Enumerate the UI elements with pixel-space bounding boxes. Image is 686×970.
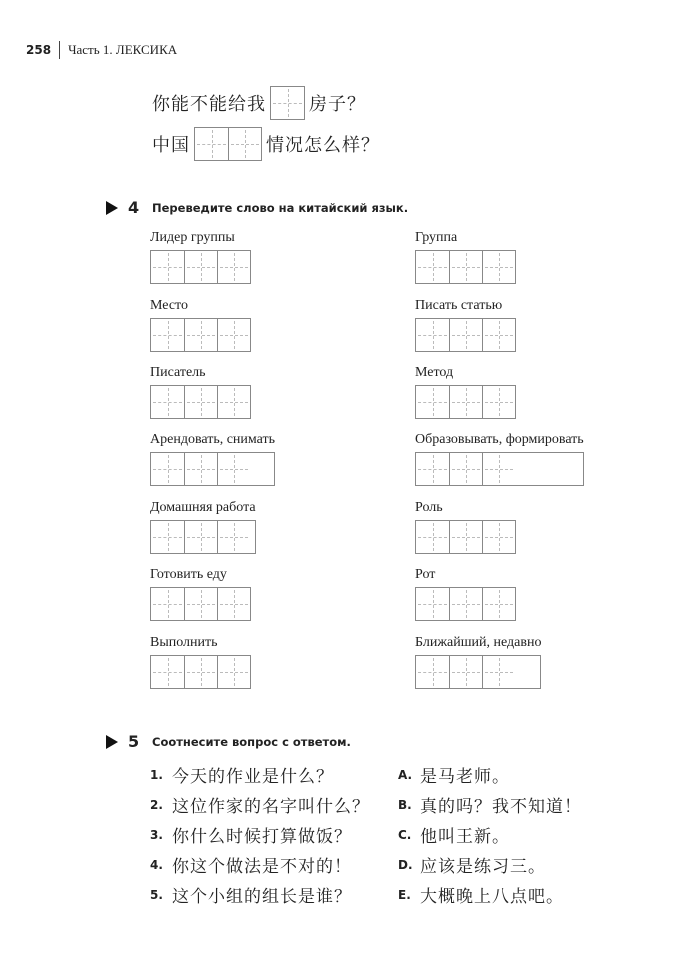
page-header — [26, 40, 177, 60]
answer-grid[interactable] — [270, 86, 305, 120]
fill-in-line-1 — [152, 86, 366, 120]
answer-grid[interactable] — [194, 127, 262, 161]
exercise-5-header — [106, 732, 351, 751]
fill-in-text-after: 房子？ — [309, 94, 366, 115]
answer-item — [398, 762, 510, 787]
vocab-item — [415, 567, 516, 621]
vocab-label: Образовывать, формировать — [415, 432, 584, 447]
play-arrow-icon — [106, 735, 118, 749]
question-item — [150, 822, 352, 847]
question-text: 你什么时候打算做饭？ — [172, 827, 352, 847]
vocab-label: Арендовать, снимать — [150, 432, 276, 447]
vocab-label: Писать статью — [415, 298, 503, 313]
fill-in-text-after: 情况怎么样？ — [266, 135, 380, 156]
vocab-label: Роль — [415, 500, 443, 515]
answer-grid[interactable] — [415, 250, 516, 284]
question-number: 5. — [150, 887, 163, 902]
answer-grid[interactable] — [415, 452, 584, 486]
page-number: 258 — [26, 43, 52, 57]
answer-item — [398, 792, 582, 817]
vocab-item — [415, 500, 516, 554]
vocab-item — [150, 500, 256, 554]
vocab-label: Место — [150, 298, 188, 313]
fill-in-text-before: 你能不能给我 — [152, 94, 266, 115]
question-text: 这个小组的组长是谁？ — [172, 887, 352, 907]
answer-text: 真的吗？我不知道！ — [420, 797, 582, 817]
exercise-title: Переведите слово на китайский язык. — [152, 200, 409, 215]
vocab-item — [415, 230, 516, 284]
vocab-item — [150, 635, 251, 689]
answer-item — [398, 852, 546, 877]
vocab-item — [150, 298, 251, 352]
vocab-label: Готовить еду — [150, 567, 227, 582]
header-divider — [59, 41, 60, 59]
answer-letter: E. — [398, 887, 411, 902]
exercise-4-header — [106, 198, 408, 217]
vocab-label: Выполнить — [150, 635, 218, 650]
answer-grid[interactable] — [150, 587, 251, 621]
answer-text: 他叫王新。 — [420, 827, 510, 847]
fill-in-text-before: 中国 — [152, 135, 190, 156]
answer-text: 应该是练习三。 — [420, 857, 546, 877]
exercise-number: 5 — [128, 732, 140, 751]
answer-grid[interactable] — [150, 655, 251, 689]
answer-grid[interactable] — [415, 520, 516, 554]
answer-item — [398, 882, 564, 907]
vocab-item — [415, 432, 584, 486]
answer-letter: C. — [398, 827, 412, 842]
answer-text: 大概晚上八点吧。 — [420, 887, 564, 907]
vocab-item — [150, 365, 251, 419]
answer-grid[interactable] — [150, 385, 251, 419]
play-arrow-icon — [106, 201, 118, 215]
question-number: 4. — [150, 857, 163, 872]
question-text: 你这个做法是不对的！ — [172, 857, 352, 877]
vocab-label: Лидер группы — [150, 230, 235, 245]
answer-grid[interactable] — [150, 250, 251, 284]
answer-grid[interactable] — [415, 655, 541, 689]
vocab-item — [150, 230, 251, 284]
answer-item — [398, 822, 510, 847]
vocab-label: Домашняя работа — [150, 500, 256, 515]
question-number: 3. — [150, 827, 163, 842]
exercise-number: 4 — [128, 198, 140, 217]
answer-grid[interactable] — [415, 318, 516, 352]
answer-letter: A. — [398, 767, 413, 782]
question-text: 今天的作业是什么？ — [172, 767, 334, 787]
answer-grid[interactable] — [150, 318, 251, 352]
vocab-label: Метод — [415, 365, 454, 380]
answer-letter: D. — [398, 857, 413, 872]
question-number: 1. — [150, 767, 163, 782]
vocab-item — [415, 298, 516, 352]
vocab-item — [150, 567, 251, 621]
fill-in-line-2 — [152, 127, 380, 161]
question-item — [150, 852, 352, 877]
vocab-label: Рот — [415, 567, 436, 582]
vocab-item — [150, 432, 275, 486]
answer-grid[interactable] — [415, 385, 516, 419]
answer-letter: B. — [398, 797, 412, 812]
vocab-label: Группа — [415, 230, 458, 245]
question-text: 这位作家的名字叫什么？ — [172, 797, 370, 817]
vocab-item — [415, 635, 541, 689]
vocab-label: Ближайший, недавно — [415, 635, 542, 650]
answer-grid[interactable] — [150, 452, 275, 486]
question-number: 2. — [150, 797, 163, 812]
answer-grid[interactable] — [150, 520, 256, 554]
answer-text: 是马老师。 — [420, 767, 510, 787]
question-item — [150, 792, 370, 817]
answer-grid[interactable] — [415, 587, 516, 621]
vocab-item — [415, 365, 516, 419]
section-title: Часть 1. ЛЕКСИКА — [68, 42, 178, 57]
question-item — [150, 762, 334, 787]
vocab-label: Писатель — [150, 365, 206, 380]
question-item — [150, 882, 352, 907]
exercise-title: Соотнесите вопрос с ответом. — [152, 734, 351, 749]
